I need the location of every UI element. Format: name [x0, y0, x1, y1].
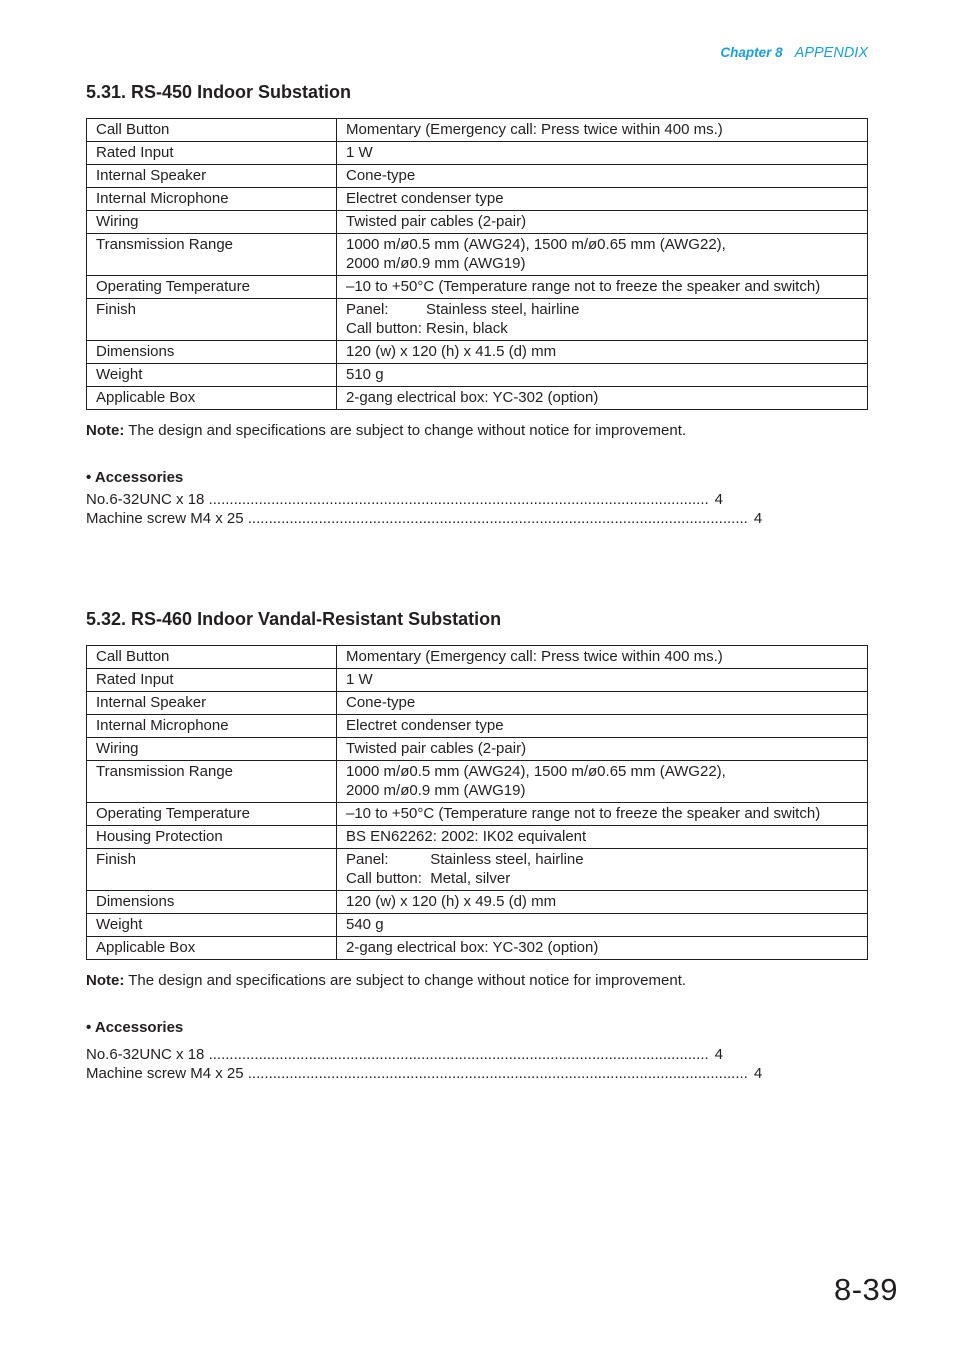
spec-label: Wiring [87, 211, 337, 234]
spec-value-line: BS EN62262: 2002: IK02 equivalent [346, 828, 587, 845]
spec-value [337, 692, 868, 715]
spec-row [87, 738, 868, 761]
spec-value-line: Call button: Resin, black [346, 320, 508, 337]
spec-label: Finish [87, 299, 337, 341]
spec-value-line: Twisted pair cables (2-pair) [346, 740, 527, 757]
spec-value-line: 120 (w) x 120 (h) x 49.5 (d) mm [346, 893, 557, 910]
accessories-title-rs450: • Accessories [86, 469, 184, 486]
spec-value-line: 2000 m/ø0.9 mm (AWG19) [346, 782, 526, 799]
section-title-rs460: 5.32. RS-460 Indoor Vandal-Resistant Substation [86, 609, 502, 629]
spec-row [87, 364, 868, 387]
note-label: Note: [86, 972, 125, 989]
spec-value [337, 211, 868, 234]
spec-value-line: 510 g [346, 366, 384, 383]
spec-row [87, 891, 868, 914]
spec-value-line: 1000 m/ø0.5 mm (AWG24), 1500 m/ø0.65 mm (AWG22), [346, 763, 726, 780]
accessory-name: Machine screw M4 x 25 [86, 510, 248, 527]
dot-leader: ........................................................................................................................ [247, 510, 748, 527]
spec-value-line: Cone-type [346, 694, 416, 711]
accessory-name: Machine screw M4 x 25 [86, 1065, 248, 1082]
chapter-label: Chapter 8 [720, 45, 783, 60]
spec-label: Internal Speaker [87, 165, 337, 188]
note-label: Note: [86, 422, 125, 439]
spec-row [87, 849, 868, 891]
accessory-qty: 4 [753, 1065, 763, 1082]
spec-row [87, 914, 868, 937]
spec-value [337, 234, 868, 276]
spec-row [87, 341, 868, 364]
spec-value [337, 119, 868, 142]
accessories-title-rs460: • Accessories [86, 1019, 184, 1036]
spec-value [337, 826, 868, 849]
accessory-name: No.6-32UNC x 18 [86, 491, 209, 508]
spec-value-line: Electret condenser type [346, 190, 504, 207]
spec-value-line: 1 W [346, 671, 373, 688]
spec-label: Dimensions [87, 891, 337, 914]
spec-label: Dimensions [87, 341, 337, 364]
spec-value-line: Momentary (Emergency call: Press twice within 400 ms.) [346, 648, 723, 665]
spec-value [337, 341, 868, 364]
spec-row [87, 142, 868, 165]
note-rs460 [86, 972, 686, 989]
spec-label: Rated Input [87, 669, 337, 692]
accessory-qty: 4 [714, 491, 724, 508]
spec-label: Applicable Box [87, 937, 337, 960]
page-number: 8-39 [833, 1272, 898, 1307]
spec-value-line: Call button: Metal, silver [346, 870, 511, 887]
spec-table-rs450 [86, 118, 868, 410]
spec-label: Internal Speaker [87, 692, 337, 715]
spec-label: Housing Protection [87, 826, 337, 849]
section-title-rs450: 5.31. RS-450 Indoor Substation [86, 82, 352, 102]
spec-row [87, 234, 868, 276]
spec-value [337, 387, 868, 410]
spec-table-rs460 [86, 645, 868, 960]
accessory-qty: 4 [714, 1046, 724, 1063]
spec-value-line: 2000 m/ø0.9 mm (AWG19) [346, 255, 526, 272]
note-text: The design and specifications are subject to change without notice for improvement. [124, 422, 687, 439]
spec-value-line: 120 (w) x 120 (h) x 41.5 (d) mm [346, 343, 557, 360]
spec-row [87, 299, 868, 341]
spec-label: Internal Microphone [87, 715, 337, 738]
note-rs450 [86, 422, 686, 439]
spec-value-line: –10 to +50°C (Temperature range not to freeze the speaker and switch) [346, 805, 821, 822]
spec-value [337, 364, 868, 387]
spec-value [337, 914, 868, 937]
spec-row [87, 188, 868, 211]
spec-row [87, 715, 868, 738]
spec-value-line: Electret condenser type [346, 717, 504, 734]
spec-value [337, 849, 868, 891]
accessory-item [86, 1046, 724, 1063]
spec-value [337, 142, 868, 165]
spec-value-line: Cone-type [346, 167, 416, 184]
spec-row [87, 692, 868, 715]
spec-value-line: 1 W [346, 144, 373, 161]
spec-label: Wiring [87, 738, 337, 761]
spec-label: Transmission Range [87, 761, 337, 803]
spec-row [87, 387, 868, 410]
spec-value-line: Momentary (Emergency call: Press twice within 400 ms.) [346, 121, 723, 138]
spec-label: Operating Temperature [87, 803, 337, 826]
spec-value [337, 803, 868, 826]
spec-label: Weight [87, 914, 337, 937]
spec-value [337, 937, 868, 960]
spec-value-line: 2-gang electrical box: YC-302 (option) [346, 389, 599, 406]
spec-label: Applicable Box [87, 387, 337, 410]
spec-row [87, 761, 868, 803]
spec-value-line: 540 g [346, 916, 384, 933]
spec-value [337, 738, 868, 761]
spec-value-line: Panel: Stainless steel, hairline [346, 301, 580, 318]
spec-value-line: 1000 m/ø0.5 mm (AWG24), 1500 m/ø0.65 mm (AWG22), [346, 236, 726, 253]
spec-value [337, 891, 868, 914]
spec-value-line: –10 to +50°C (Temperature range not to freeze the speaker and switch) [346, 278, 821, 295]
spec-label: Call Button [87, 119, 337, 142]
spec-row [87, 119, 868, 142]
dot-leader: ........................................................................................................................ [247, 1065, 748, 1082]
spec-value [337, 715, 868, 738]
spec-row [87, 165, 868, 188]
spec-label: Rated Input [87, 142, 337, 165]
spec-label: Call Button [87, 646, 337, 669]
spec-row [87, 803, 868, 826]
spec-row [87, 276, 868, 299]
dot-leader: ........................................................................................................................ [208, 491, 709, 508]
spec-value [337, 669, 868, 692]
spec-row [87, 646, 868, 669]
dot-leader: ........................................................................................................................ [208, 1046, 709, 1063]
accessory-item [86, 1065, 763, 1082]
spec-label: Transmission Range [87, 234, 337, 276]
spec-value-line: Panel: Stainless steel, hairline [346, 851, 584, 868]
spec-label: Weight [87, 364, 337, 387]
accessory-name: No.6-32UNC x 18 [86, 1046, 209, 1063]
spec-label: Operating Temperature [87, 276, 337, 299]
spec-value-line: 2-gang electrical box: YC-302 (option) [346, 939, 599, 956]
note-text: The design and specifications are subject to change without notice for improvement. [124, 972, 687, 989]
running-header [720, 45, 868, 61]
spec-value [337, 761, 868, 803]
spec-value [337, 165, 868, 188]
spec-value [337, 188, 868, 211]
accessory-qty: 4 [753, 510, 763, 527]
spec-label: Internal Microphone [87, 188, 337, 211]
spec-value [337, 299, 868, 341]
spec-value-line: Twisted pair cables (2-pair) [346, 213, 527, 230]
accessory-item [86, 510, 763, 527]
accessory-item [86, 491, 724, 508]
spec-label: Finish [87, 849, 337, 891]
spec-row [87, 826, 868, 849]
spec-value [337, 276, 868, 299]
spec-row [87, 669, 868, 692]
appendix-label: APPENDIX [794, 45, 868, 61]
spec-row [87, 211, 868, 234]
spec-row [87, 937, 868, 960]
spec-value [337, 646, 868, 669]
